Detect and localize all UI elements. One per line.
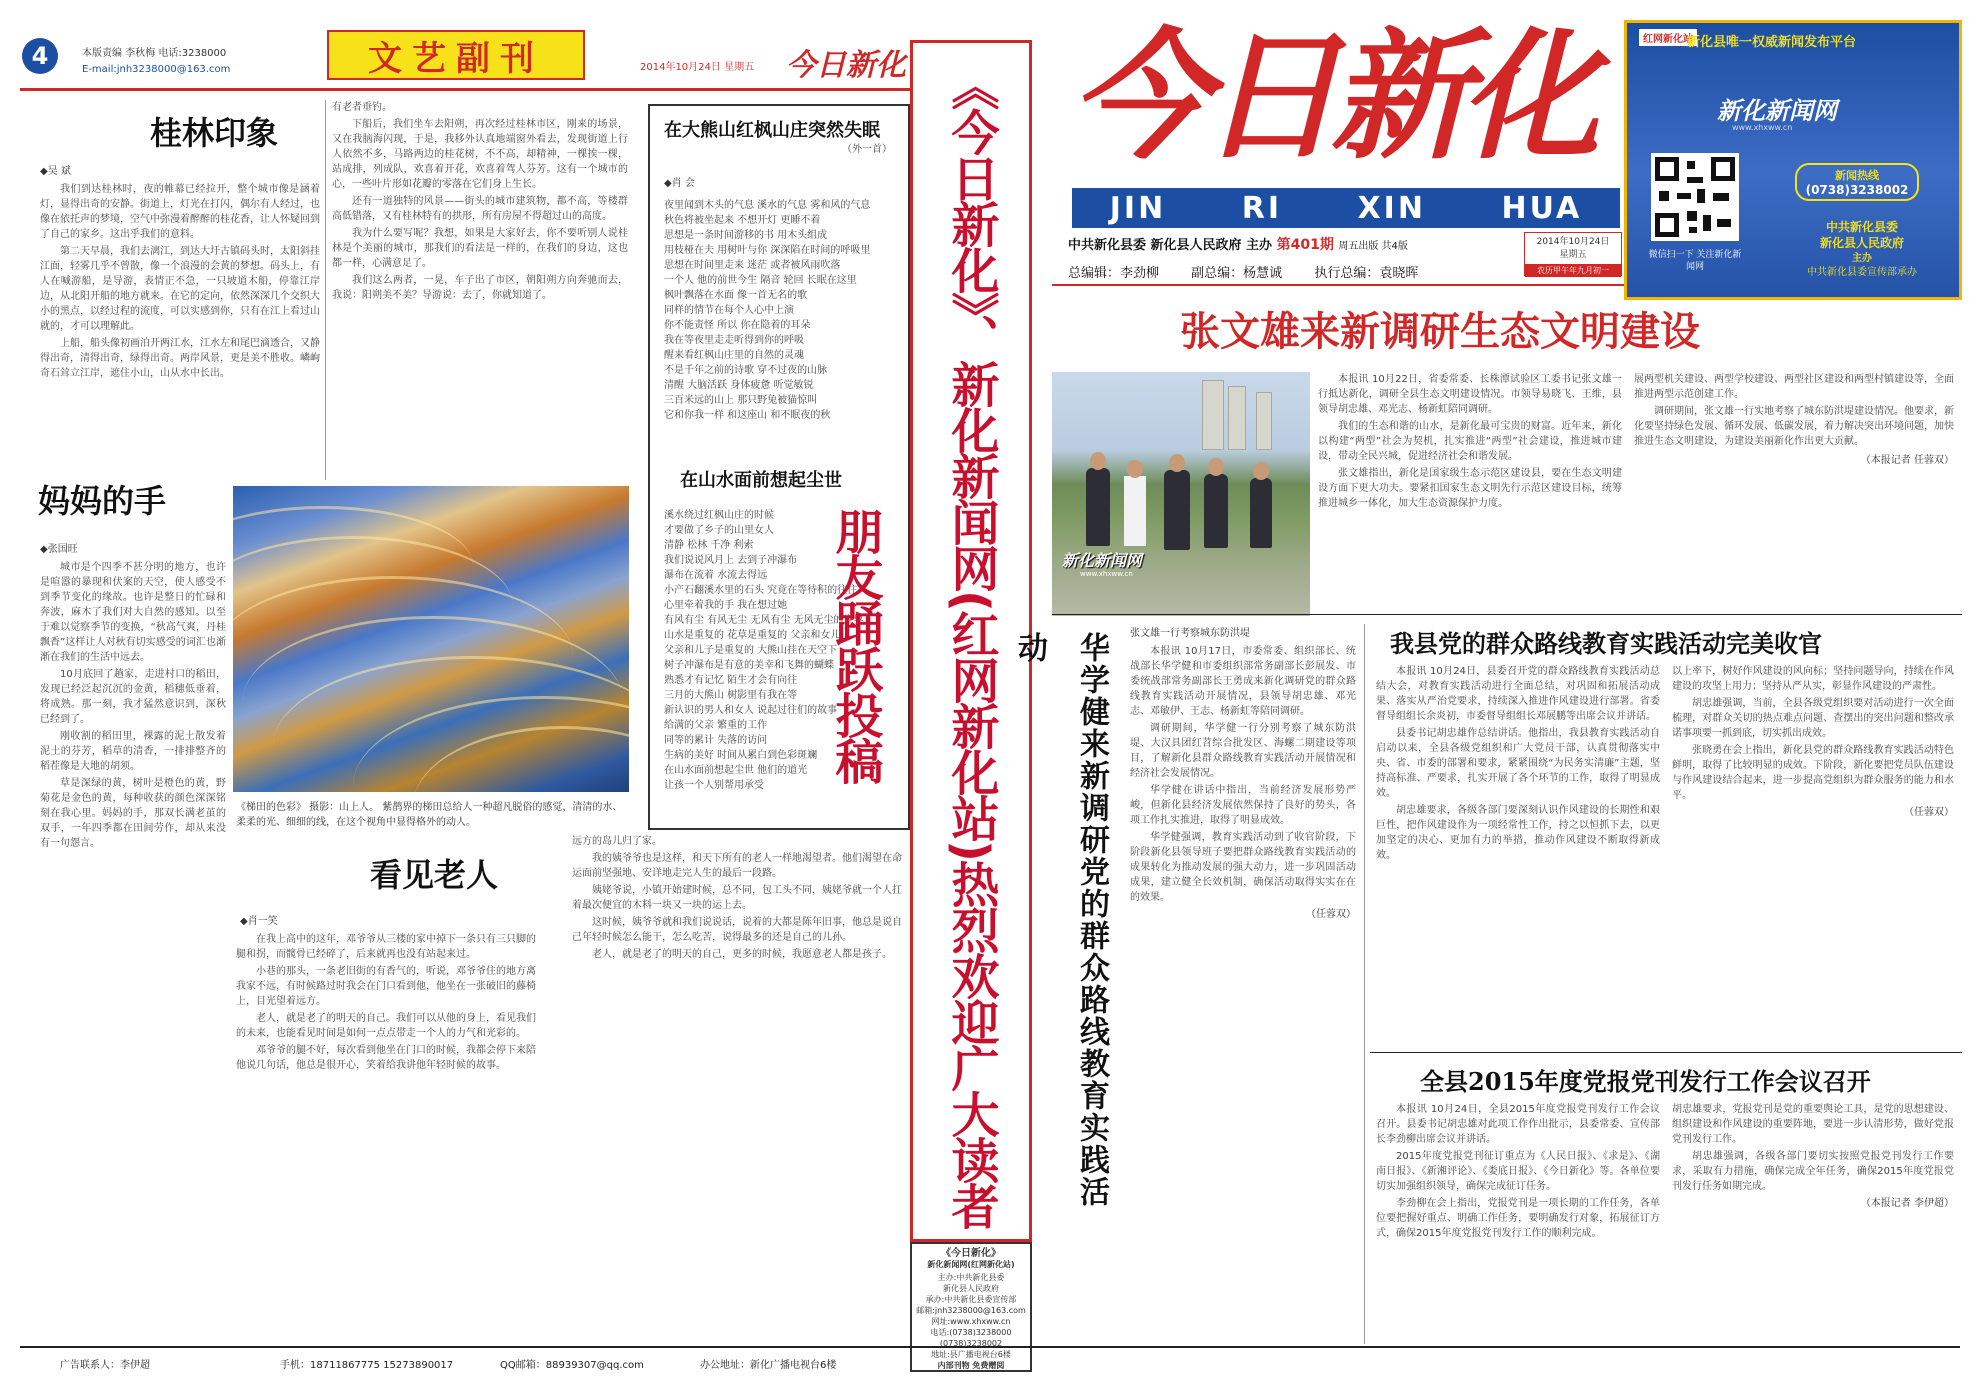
contact-line: 内部刊物 免费赠阅 xyxy=(937,1361,1005,1370)
sponsor-text: 中共新化县委 新化县人民政府 主办 xyxy=(1068,238,1273,253)
masthead-sponsor xyxy=(1068,234,1408,254)
contact-line: 电话:(0738)3238000 xyxy=(930,1328,1012,1337)
contact-line: 新化县人民政府 xyxy=(943,1284,999,1293)
section-divider xyxy=(1052,614,1962,615)
article-title-old-man: 看见老人 xyxy=(370,856,499,894)
education-story-body-cont xyxy=(1672,664,1954,818)
lead-headline[interactable]: 张文雄来新调研生态文明建设 xyxy=(1180,309,1700,355)
education-story-author: （任蓉双） xyxy=(1904,807,1954,818)
subscription-story-body xyxy=(1376,1102,1660,1241)
hua-story-author: （任蓉双） xyxy=(1306,909,1356,920)
paragraph: 我们到达桂林时，夜的帷幕已经拉开，整个城市像是涵着灯，显得出奇的安静。街道上，灯光在打闪，偶尔有人经过，也像在依托声的梦境，空气中弥漫着醉醉的桂花香，让人怀疑回到了自己的家乡。这出乎我们的意料。 xyxy=(40,184,320,240)
poem-line: 枫叶飘落在水面 像一首无名的歌 xyxy=(664,290,808,301)
contact-subtitle: 新化新闻网(红网新化站) xyxy=(927,1260,1015,1269)
paragraph: 调研期间，张文雄一行实地考察了城东防洪堤建设情况。他要求，新化要坚持绿色发展、循环发展、低碳发展，着力解决突出环境问题，加快推进生态文明建设，为建设美丽新化作出更大贡献。 xyxy=(1634,406,1954,447)
section-title: 文艺副刊 xyxy=(368,38,544,79)
ad-organizer xyxy=(1777,219,1947,267)
footer-address: 办公地址：新化广播电视台6楼 xyxy=(700,1360,837,1371)
contact-title: 《今日新化》 xyxy=(941,1248,1001,1259)
paragraph: 还有一道独特的风景——街头的城市建筑物，都不高，等楼群高低错落，又有桂林特有的拱形，所有房屋不得超过山的高度。 xyxy=(332,196,628,222)
paragraph: 胡忠雄强调，当前，全县各级党组织要对活动进行一次全面梳理，对群众关切的热点难点问题、查摆出的突出问题和整改承诺事项要一抓到底，切实抓出成效。 xyxy=(1672,698,1954,739)
poem-line: 树子冲瀑布是有意的美幸和飞舞的蝴蝶 xyxy=(664,660,834,671)
masthead-logo: 今日新化 xyxy=(1070,15,1591,179)
poem-title-2: 在山水面前想起尘世 xyxy=(680,470,842,491)
paragraph: 刚收割的稻田里，裸露的泥土散发着泥土的芬芳，稻草的清香，一排排整齐的稻茬像是大地的胡须。 xyxy=(40,731,226,772)
page-header-meta xyxy=(82,46,230,78)
poem-line: 夜里闻到木头的气息 溪水的气息 雾和风的气息 xyxy=(664,200,871,211)
hua-story-body xyxy=(1130,644,1356,920)
contact-website[interactable]: 网址:www.xhxww.cn xyxy=(931,1317,1011,1326)
footer-qq-email[interactable]: QQ邮箱：88939307@qq.com xyxy=(500,1360,644,1371)
poem-line: 小产石翻溪水里的石头 究竟在等待积的往往 xyxy=(664,585,858,596)
column-divider xyxy=(1364,624,1365,1344)
editor-line: 本版责编 李秋梅 电话:3238000 xyxy=(82,48,227,59)
paragraph: 胡忠雄要求，各级各部门要深刻认识作风建设的长期性和艰巨性，把作风建设作为一项经常性工作，持之以恒抓下去，以更加坚定的决心、更加有力的举措，推动作风建设不断取得新成效。 xyxy=(1376,805,1660,861)
masthead-date-box xyxy=(1524,232,1622,276)
ad-mini-logo: 红网新化站 xyxy=(1639,29,1697,46)
pinyin-syllable: JIN xyxy=(1109,190,1167,226)
poem-body-1 xyxy=(664,198,900,423)
paragraph: 调研期间，华学健一行分别考察了城东防洪堤、大汉具团红苕综合批发区、海螺二期建设等项目，了解新化县群众路线教育实践活动开展情况和经济社会发展情况。 xyxy=(1130,723,1356,779)
lead-photo xyxy=(1052,372,1310,616)
qr-code-icon[interactable] xyxy=(1651,153,1739,241)
paragraph: 县委书记胡忠雄作总结讲话。他指出，我县教育实践活动自启动以来，全县各级党组织和广大党员干部，认真贯彻落实中央、省、市委的部署和要求，紧紧围绕“为民务实清廉”主题，坚持高标准、严要求，扎实开展了各个环节的工作，取得了明显成效。 xyxy=(1376,728,1660,799)
masthead-date: 2014年10月24日 xyxy=(1536,237,1610,247)
poem-line: 心里牵着我的手 我在想过她 xyxy=(664,600,788,611)
paragraph: 老人，就是老了的明天的自己，更多的时候，我愿意老人都是孩子。 xyxy=(592,949,892,960)
contact-line: (0738)3238002 xyxy=(939,1339,1003,1348)
poem-line: 它和你我一样 和这座山 和不眠夜的秋 xyxy=(664,410,831,421)
poem-line: 思想在时间里走来 迷茫 或者被风雨吹落 xyxy=(664,260,841,271)
poem-byline-1: ◆肖 会 xyxy=(664,178,695,189)
poem-line: 让孩一个人别帮用承受 xyxy=(664,780,764,791)
pinyin-syllable: RI xyxy=(1241,190,1282,226)
poem-line: 醒来看红枫山庄里的自然的灵魂 xyxy=(664,350,804,361)
ad-url[interactable]: www.xhxww.cn xyxy=(1732,123,1793,132)
poem-line: 我们说说风月上 去到子冲瀑布 xyxy=(664,555,798,566)
organizer-line: 新化县人民政府 xyxy=(1819,236,1904,250)
poem-line: 瀑布在流着 水流去得远 xyxy=(664,570,768,581)
poem-line: 同样的情节在每个人心中上演 xyxy=(664,305,794,316)
education-story-body xyxy=(1376,664,1660,863)
paragraph: 本报讯 10月24日，全县2015年度党报党刊发行工作会议召开。县委书记胡忠雄对此项工作作出批示，县委常委、宣传部长李劲柳出席会议并讲话。 xyxy=(1376,1104,1660,1145)
contact-email[interactable]: 邮箱:jnh3238000@163.com xyxy=(916,1306,1026,1315)
poem-line: 三月的大熊山 树影里有我在等 xyxy=(664,690,798,701)
page-number-badge: 4 xyxy=(22,38,58,74)
mini-logo: 今日新化 xyxy=(786,48,906,83)
terraces-photo-caption: 《梯田的色彩》 摄影：山上人。 紫鹊界的梯田总给人一种超凡脱俗的感觉，清清的水、柔柔的光、细细的线，在这个视角中显得格外的动人。 xyxy=(236,802,623,828)
paragraph: 胡忠雄要求，党报党刊是党的重要舆论工具，是党的思想建设、组织建设和作风建设的重要阵地，要进一步认清形势，做好党报党刊发行工作。 xyxy=(1672,1104,1954,1145)
editor-email[interactable]: E-mail:jnh3238000@163.com xyxy=(82,64,231,75)
masthead-editors xyxy=(1068,262,1418,281)
paragraph: 第二天早晨，我们去漓江，到达大圩古镇码头时，太阳斜挂江面，轻雾几乎不曾散，像一个浪漫的会黄的梦想。码头上，有人在喊游船，是导游，表情正不急，一只坡道木船，停靠江岸边，从北阳开船的地方就来。在它的定向，依然深深几个交织大小的黑点，以经过程的流度，可以实感到你，只有在江上看过山就的，才可以理解此。 xyxy=(40,246,320,332)
hotline-label: 新闻热线 xyxy=(1835,169,1879,182)
subscription-story-body-cont xyxy=(1672,1102,1954,1209)
submission-slogan: 《今日新化》、新化新闻网(红网新化站)热烈欢迎广大读者朋友踊跃投稿 xyxy=(827,62,999,1228)
section-banner xyxy=(327,30,585,80)
pinyin-syllable: HUA xyxy=(1501,190,1583,226)
paragraph: 以上率下，树好作风建设的风向标；坚持问题导向，持续在作风建设的攻坚上用力；坚持从严从实，彰显作风建设的严肃性。 xyxy=(1672,666,1954,692)
organizer-suffix: 主办 xyxy=(1852,253,1872,264)
paragraph: 有老者垂钓。 xyxy=(332,102,392,113)
article-body-mother xyxy=(40,560,226,851)
paragraph: 我为什么要写呢？我想，如果是大家好去，你不要听别人说桂林是个美丽的城市，那我们的看法是一样的，在我们的身边，这也都一样，心满意足了。 xyxy=(332,228,628,269)
poem-line: 思想是一条时间游移的书 用木头组成 xyxy=(664,230,828,241)
article-body-guilin xyxy=(40,182,320,381)
contact-line: 承办:中共新化县委宣传部 xyxy=(925,1295,1017,1304)
hua-headline[interactable]: 华学健来新调研党的群众路线教育实践活动 xyxy=(1012,632,1109,1208)
subscription-headline[interactable]: 全县2015年度党报党刊发行工作会议召开 xyxy=(1420,1067,1871,1096)
poem-line: 三百米远的山上 那只野兔被猫惊叫 xyxy=(664,395,818,406)
qr-caption: 微信扫一下 关注新化新闻网 xyxy=(1648,250,1742,272)
paragraph: 10月底回了趟家，走进村口的稻田，发现已经泛起沉沉的金黄，稻穗低垂着，将成熟。那一刻，我才猛然意识到，深秋已经到了。 xyxy=(40,669,226,725)
paragraph: 老人，就是老了的明天的自己。我们可以从他的身上，看见我们的未来，也能看见时间是如何一点点带走一个人的力气和光彩的。 xyxy=(236,1013,536,1039)
news-site-ad[interactable] xyxy=(1624,20,1962,300)
paragraph: 姨姥爷说，小镇开始建时候，总不同，包工头不同，姨姥爷就一个人扛着最次便宜的木料一块又一块的运上去。 xyxy=(572,885,902,911)
paragraph: 李劲柳在会上指出，党报党刊是一项长期的工作任务，各单位要把握好重点、明确工作任务，要明确发行对象，拓展征订方式，确保2015年度党报党刊发行工作的顺利完成。 xyxy=(1376,1198,1660,1239)
paragraph: 本报讯 10月24日，县委召开党的群众路线教育实践活动总结大会，对教育实践活动进行全面总结，对巩固和拓展活动成果、落实从严治党要求，持续深入推进作风建设进行部署。省委督导组组长余炎初，市委督导组组长邓展鹏等出席会议并讲话。 xyxy=(1376,666,1660,722)
poem-line: 父亲和儿子是重复的 大熊山挂在天空下 xyxy=(664,645,838,656)
pinyin-syllable: XIN xyxy=(1357,190,1426,226)
poem-line: 在山水面前想起尘世 他们的道光 xyxy=(664,765,808,776)
editor-in-chief: 总编辑：李劲柳 xyxy=(1068,266,1160,281)
poem-line: 溪水绕过红枫山庄的时候 xyxy=(664,510,774,521)
poem-line: 你不能责怪 所以 你在隐着的耳朵 xyxy=(664,320,811,331)
footer-phone: 手机：18711867775 15273890017 xyxy=(280,1360,454,1371)
issue-extra: 周五出版 共4版 xyxy=(1338,241,1408,252)
paragraph: 邓爷爷的腿不好，每次看到他坐在门口的时候，我都会停下来陪他说几句话，他总是很开心，笑着给我讲他年轻时候的故事。 xyxy=(236,1045,536,1071)
lead-story-body xyxy=(1318,372,1622,511)
paragraph: 草是深绿的黄，树叶是橙色的黄，野菊花是金色的黄，每种收获的颜色深深铭刻在我心里。妈妈的手，那双长满老茧的双手，一年四季都在田间劳作，却从来没有一句怨言。 xyxy=(40,778,226,849)
photo-watermark-url: www.xhxww.cn xyxy=(1080,570,1133,578)
paragraph: 2015年度党报党刊征订重点为《人民日报》、《求是》、《湖南日报》、《新湘评论》、《娄底日报》、《今日新化》等。各单位要切实加强组织领导，确保完成征订任务。 xyxy=(1376,1151,1660,1192)
lead-story-author: （本报记者 任蓉双） xyxy=(1860,455,1954,466)
byline-mother: ◆张国旺 xyxy=(40,544,78,555)
paragraph: 华学健强调，教育实践活动到了收官阶段，下阶段新化县领导班子要把群众路线教育实践活动的成果转化为推动发展的强大动力，进一步巩固活动成果，建立健全长效机制，确保活动取得实实在在的效果。 xyxy=(1130,832,1356,903)
masthead-weekday: 星期五 xyxy=(1559,250,1587,260)
deputy-editor: 副总编：杨慧诚 xyxy=(1191,266,1283,281)
poem-line: 同等的累计 失落的访问 xyxy=(664,735,768,746)
photo-watermark: 新化新闻网 xyxy=(1062,551,1143,570)
poem-title-1: 在大熊山红枫山庄突然失眠 xyxy=(664,120,880,141)
article-body-guilin-cont xyxy=(332,100,628,303)
education-headline[interactable]: 我县党的群众路线教育实践活动完美收官 xyxy=(1390,629,1822,658)
paragraph: 远方的岛儿归了家。 xyxy=(572,836,662,847)
paragraph: 下船后，我们坐车去阳朔，再次经过桂林市区，刚来的场景，又在我脑海闪现，于是，我移外认真地端窗外看去，发现街道上行人依然不多，马路两边的桂花树，不不高，却精神，一棵挨一棵，站成排，列成队，欢喜着开花，欢喜着驾人芬芳。这有一个城市的心，一些叶片形如花瓣的零落在它们身上生长。 xyxy=(332,119,628,190)
organizer-line: 中共新化县委 xyxy=(1825,220,1898,234)
poem-line: 才要做了乡子的山里女人 xyxy=(664,525,774,536)
poem-line: 一个人 他的前世今生 隔音 轮回 长眠在这里 xyxy=(664,275,857,286)
ad-hotline xyxy=(1795,163,1919,201)
poem-line: 生病的美好 时间从累白到色彩斑斓 xyxy=(664,750,818,761)
footer-ad-contact: 广告联系人：李伊超 xyxy=(60,1360,150,1371)
header-divider xyxy=(20,88,910,91)
contact-line: 地址:县广播电视台6楼 xyxy=(931,1350,1011,1359)
masthead-pinyin-bar xyxy=(1072,188,1620,228)
poem-line: 有风有尘 有风无尘 无风有尘 无风无尘的世界 xyxy=(664,615,864,626)
paragraph: 小巷的那头，一条老旧街的有香气的，听说，邓爷爷住的地方离我家不远，有时候路过时我会在门口看到他，他坐在一张破旧的藤椅上，目光望着远方。 xyxy=(236,966,536,1007)
article-body-old-man-cont xyxy=(572,834,902,962)
column-divider xyxy=(325,100,326,480)
paragraph: 我们的生态和谐的山水，是新化最可宝贵的财富。近年来，新化以构建“两型”社会为契机，扎实推进“两型”社会建设，推进城市建设，带动全民兴城，促进经济社会和谐发展。 xyxy=(1318,421,1622,462)
poem-line: 山水是重复的 花草是重复的 父亲和女儿 xyxy=(664,630,841,641)
paragraph: 华学健在讲话中指出，当前经济发展形势严峻，但新化县经济发展依然保持了良好的势头，各项工作扎实推进，取得了明显成效。 xyxy=(1130,785,1356,826)
poem-line: 我在等夜里走走听得到你的呼吸 xyxy=(664,335,804,346)
poem-subtitle-1: （外一首） xyxy=(842,144,892,155)
page-date: 2014年10月24日 星期五 xyxy=(640,62,755,73)
hotline-number: (0738)3238002 xyxy=(1805,183,1909,197)
poem-line: 清醒 大脑活跃 身体疲惫 听觉敏锐 xyxy=(664,380,814,391)
paragraph: 这时候，姨爷爷就和我们说说话，说着的大都是陈年旧事，他总是说自己年轻时候怎么能干，怎么吃苦，说得最多的还是自己的儿孙。 xyxy=(572,917,902,943)
executive-editor: 执行总编：袁晓晖 xyxy=(1314,266,1419,281)
lunar-date: 农历甲午年九月初一 xyxy=(1525,264,1621,277)
byline-old-man: ◆肖一笑 xyxy=(240,916,278,927)
ad-site-name: 新化新闻网 xyxy=(1717,97,1837,125)
paragraph: 张文雄指出，新化是国家级生态示范区建设县，要在生态文明建设方面下更大功夫。要紧扣国家生态文明先行示范区建设目标，统筹推进城乡一体化，加大生态资源保护力度。 xyxy=(1318,468,1622,509)
ad-top-line: 新化县唯一权威新闻发布平台 xyxy=(1687,35,1857,50)
paragraph: 我的姨爷爷也是这样，和天下所有的老人一样地渴望者。他们渴望在命运面前坚强地、安详地走完人生的最后一段路。 xyxy=(572,853,902,879)
poem-line: 给满的父亲 繁重的工作 xyxy=(664,720,768,731)
lead-photo-caption: 张文雄一行考察城东防洪堤 xyxy=(1130,628,1250,639)
issue-number: 第401期 xyxy=(1276,237,1334,253)
poem-line: 用枝桠在夫 用树叶与你 深深陷在时间的呼吸里 xyxy=(664,245,871,256)
paragraph: 城市是个四季不甚分明的地方，也许是喧嚣的暴现和伏案的天空，使人感受不到季节变化的缘故。也许是整日的忙碌和奔波，麻木了我们对大自然的感知。以至于难以觉察季节的变换，“秋高气爽，丹桂飘香”这样让人对秋有切实感受的词汇也渐渐在我们的生活中远去。 xyxy=(40,562,226,663)
article-body-old-man xyxy=(236,932,536,1073)
paragraph: 上船，船头像初画泊开两江水，江水左和尾巴滴透合，又静得出奇，清得出奇，绿得出奇。两岸风景，更是美不胜收。嶙峋奇石耸立江岸，遮住小山，山从水中长出。 xyxy=(40,338,320,379)
article-title-mother: 妈妈的手 xyxy=(38,482,167,520)
section-divider xyxy=(1370,1052,1962,1053)
article-title-guilin: 桂林印象 xyxy=(150,114,279,152)
byline-guilin: ◆吴 斌 xyxy=(40,166,71,177)
paragraph: 张晓勇在会上指出，新化县党的群众路线教育实践活动特色鲜明，取得了比较明显的成效。下阶段，新化要把党员队伍建设与作风建设结合起来，进一步提高党组织为群众服务的能力和水平。 xyxy=(1672,745,1954,801)
poem-line: 熟悉才有记忆 陌生才会有向往 xyxy=(664,675,798,686)
ad-organizer-link: 中共新化县委宣传部承办 xyxy=(1807,267,1917,278)
terraces-photo xyxy=(233,486,629,792)
poem-line: 秋色将被坐起来 不想开灯 更睡不着 xyxy=(664,215,821,226)
subscription-story-author: （本报记者 李伊超） xyxy=(1860,1198,1954,1209)
page-footer xyxy=(20,1346,1960,1376)
paragraph: 本报讯 10月17日，市委常委、组织部长、统战部长华学健和市委组织部常务副部长彭展发、市委统战部常务副部长王勇成来新化调研党的群众路线教育实践活动开展情况，县领导胡忠雄、邓光志、邓敏伊、王志、杨新虹等陪同调研。 xyxy=(1130,646,1356,717)
poem-line: 新认识的男人和女人 说起过往们的故事 xyxy=(664,705,838,716)
paragraph: 本报讯 10月22日，省委常委、长株潭试验区工委书记张文雄一行抵达新化，调研全县生态文明建设情况。市领导易晓飞、王维，县领导胡忠雄、邓光志、杨新虹陪同调研。 xyxy=(1318,374,1622,415)
poem-line: 不是千年之前的诗歌 穿不过夜的山脉 xyxy=(664,365,828,376)
lead-story-body-cont xyxy=(1634,372,1954,466)
paragraph: 展两型机关建设、两型学校建设、两型社区建设和两型村镇建设等，全面推进两型示范创建工作。 xyxy=(1634,374,1954,400)
poem-line: 清静 松林 千净 利索 xyxy=(664,540,754,551)
contact-line: 主办:中共新化县委 xyxy=(937,1273,1005,1282)
paragraph: 我们这么两者，一晃，车子出了市区，朝阳朔方向奔驰而去，我说：阳朔美不美？导游说：去了，你就知道了。 xyxy=(332,275,628,301)
paragraph: 胡忠雄强调，各级各部门要切实按照党报党刊发行工作要求，采取有力措施，确保完成全年任务，确保2015年度党报党刊发行任务如期完成。 xyxy=(1672,1151,1954,1192)
paragraph: 在我上高中的这年，邓爷爷从三楼的家中掉下一条只有三只脚的腿和拐，而髋骨已经碎了，后来就再也没有站起来过。 xyxy=(236,934,536,960)
